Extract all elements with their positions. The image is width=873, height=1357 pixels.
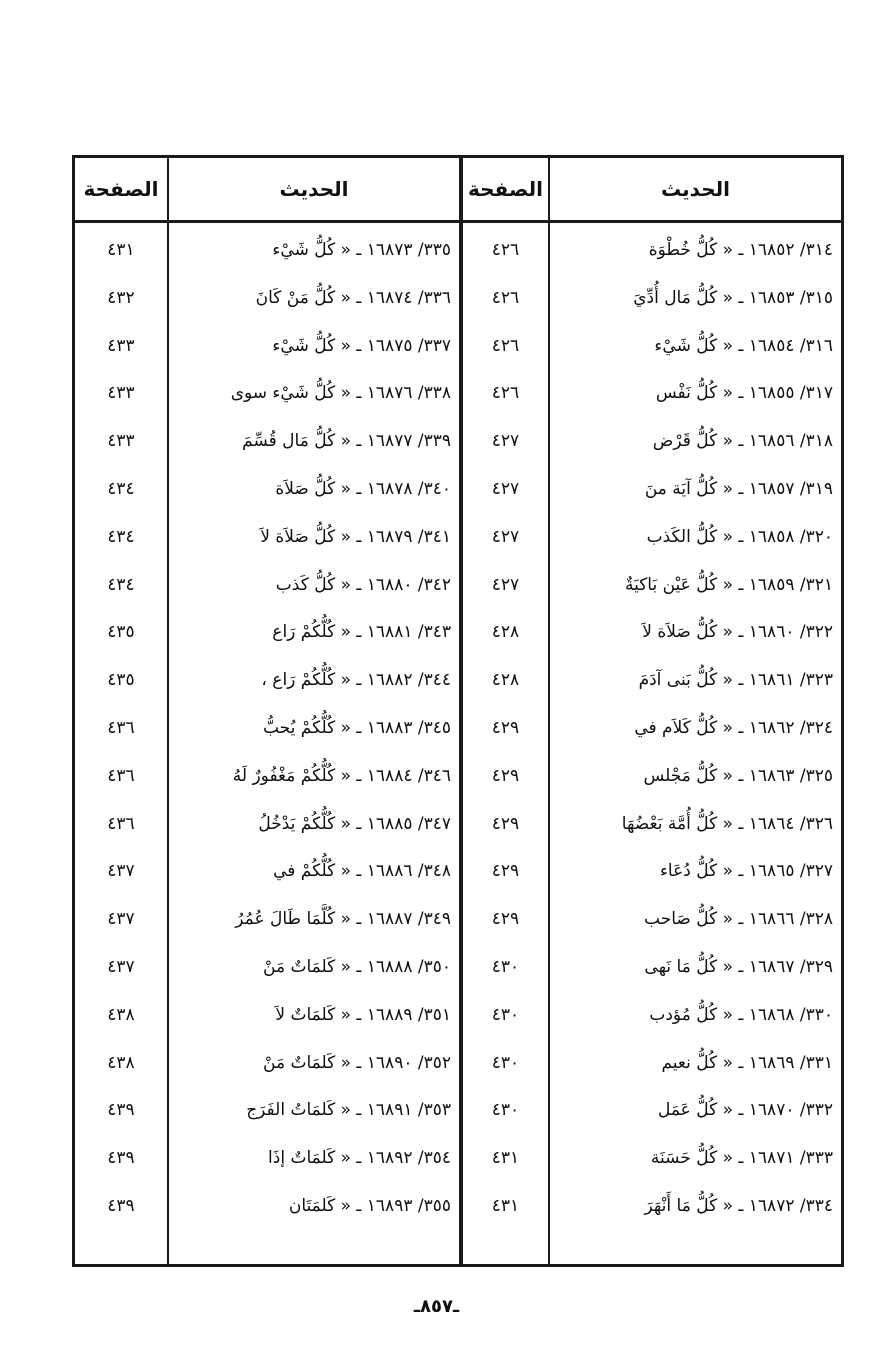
right-page-cell: ٤٢٨ [491,670,520,691]
right-page-cell: ٤٢٧ [491,526,520,547]
left-hadith-cell: ٣٤٥/ ١٦٨٨٣ ـ « كُلُّكُمْ يُحبُّ [262,718,451,738]
left-page-cell: ٤٣٨ [107,1004,135,1025]
left-page-cell: ٤٣٩ [107,1196,135,1216]
right-page-cell: ٤٢٦ [491,335,520,356]
left-hadith-cell: ٣٤١/ ١٦٨٧٩ ـ « كُلُّ صَلاَة لاَ [260,526,451,547]
right-hadith-cell: ٣٣٣/ ١٦٨٧١ ـ « كُلُّ حَسَنَة [650,1148,833,1169]
left-page-cell: ٤٣٣ [107,383,135,404]
left-page-cell: ٤٣٧ [107,909,135,930]
right-hadith-cell: ٣٢٦/ ١٦٨٦٤ ـ « كُلُّ أُمَّة بَعْضُهَا [621,813,833,834]
table-row [75,322,841,370]
right-page-cell: ٤٢٧ [491,574,520,595]
right-hadith-cell: ٣١٩/ ١٦٨٥٧ ـ « كُلُّ آيَة منَ [644,479,833,499]
right-hadith-cell: ٣٢٨/ ١٦٨٦٦ ـ « كُلُّ صَاحب [644,909,833,930]
left-hadith-cell: ٣٣٨/ ١٦٨٧٦ ـ « كُلُّ شَيْء سوى [230,383,451,404]
left-page-cell: ٤٣٤ [107,479,135,499]
left-page-cell: ٤٣٨ [107,1052,135,1073]
table-row [75,513,841,561]
left-page-cell: ٤٣٩ [107,1100,135,1121]
table-row [75,1086,841,1134]
right-page-cell: ٤٣٠ [491,957,520,977]
right-page-cell: ٤٢٦ [491,240,520,260]
left-page-cell: ٤٣٦ [107,813,135,834]
right-hadith-cell: ٣١٦/ ١٦٨٥٤ ـ « كُلُّ شَيْء [654,335,833,356]
table-row [75,1134,841,1182]
left-page-cell: ٤٣٩ [107,1148,135,1169]
left-page-cell: ٤٣٦ [107,718,135,738]
left-hadith-cell: ٣٣٥/ ١٦٨٧٣ ـ « كُلُّ شَيْء [272,240,451,260]
table-row [75,704,841,752]
right-hadith-cell: ٣٢٥/ ١٦٨٦٣ ـ « كُلُّ مَجْلس [643,765,833,786]
left-hadith-cell: ٣٤٢/ ١٦٨٨٠ ـ « كُلُّ كَذب [275,574,451,595]
header-left-hadith: الحديث [279,177,349,201]
table-row [75,417,841,465]
left-page-cell: ٤٣٣ [107,431,135,452]
left-hadith-cell: ٣٥٥/ ١٦٨٩٣ ـ « كَلمَتَان [288,1196,451,1216]
table-row [75,752,841,800]
page-number: ـ٨٥٧ـ [413,1296,460,1317]
table-row [75,226,841,274]
right-page-cell: ٤٣١ [491,1148,520,1169]
table-row [75,465,841,513]
left-page-cell: ٤٣٧ [107,861,135,882]
left-hadith-cell: ٣٣٦/ ١٦٨٧٤ ـ « كُلُّ مَنْ كَانَ [255,287,451,308]
left-hadith-cell: ٣٤٩/ ١٦٨٨٧ ـ « كُلَّمَا طَالَ عُمُرُ [235,909,451,930]
left-page-cell: ٤٣١ [107,240,135,260]
header-right-hadith: الحديث [661,177,731,201]
left-hadith-cell: ٣٥٣/ ١٦٨٩١ ـ « كَلمَاتُ الفَرَج [246,1100,451,1121]
table-row [75,895,841,943]
table-row [75,943,841,991]
right-hadith-cell: ٣٢٢/ ١٦٨٦٠ ـ « كُلُّ صَلاَة لاَ [642,622,833,643]
right-page-cell: ٤٢٧ [491,479,520,499]
left-hadith-cell: ٣٥٤/ ١٦٨٩٢ ـ « كَلمَاتٌ إذَا [268,1148,451,1169]
left-hadith-cell: ٣٤٧/ ١٦٨٨٥ ـ « كُلُّكُمْ يَدْخُلُ [258,813,451,834]
right-hadith-cell: ٣٢٧/ ١٦٨٦٥ ـ « كُلُّ دُعَاء [659,861,833,882]
right-page-cell: ٤٣٠ [491,1100,520,1121]
table-row [75,561,841,609]
left-hadith-cell: ٣٤٦/ ١٦٨٨٤ ـ « كُلُّكُمْ مَغْفُورٌ لَهُ [232,765,451,786]
right-hadith-cell: ٣٣٤/ ١٦٨٧٢ ـ « كُلُّ مَا أَنْهَرَ [644,1196,833,1216]
table-row [75,991,841,1039]
right-hadith-cell: ٣١٧/ ١٦٨٥٥ ـ « كُلُّ نَفْس [655,383,833,404]
index-table [72,155,844,1267]
right-page-cell: ٤٢٨ [491,622,520,643]
right-hadith-cell: ٣٢٩/ ١٦٨٦٧ ـ « كُلُّ مَا نَهى [644,957,833,977]
table-row [75,656,841,704]
table-row [75,1182,841,1230]
right-page-cell: ٤٣١ [491,1196,520,1216]
right-hadith-cell: ٣٢١/ ١٦٨٥٩ ـ « كُلُّ عَيْن بَاكيَةٌ [624,574,833,595]
right-hadith-cell: ٣٣٢/ ١٦٨٧٠ ـ « كُلُّ عَمَل [657,1100,833,1121]
right-hadith-cell: ٣٣١/ ١٦٨٦٩ ـ « كُلُّ نعيم [661,1052,833,1073]
left-hadith-cell: ٣٥٠/ ١٦٨٨٨ ـ « كَلمَاتٌ مَنْ [263,957,451,977]
table-row [75,1039,841,1087]
right-hadith-cell: ٣٣٠/ ١٦٨٦٨ ـ « كُلُّ مُؤدب [649,1004,833,1025]
right-page-cell: ٤٢٩ [491,909,520,930]
table-row [75,369,841,417]
right-page-cell: ٤٢٩ [491,813,520,834]
left-hadith-cell: ٣٤٣/ ١٦٨٨١ ـ « كُلُّكُمْ رَاع [272,622,451,643]
left-hadith-cell: ٣٣٧/ ١٦٨٧٥ ـ « كُلُّ شَيْء [272,335,451,356]
left-page-cell: ٤٣٥ [107,670,135,691]
left-hadith-cell: ٣٥١/ ١٦٨٨٩ ـ « كَلمَاتٌ لاَ [275,1004,451,1025]
table-row [75,800,841,848]
left-page-cell: ٤٣٥ [107,622,135,643]
right-page-cell: ٤٢٩ [491,718,520,738]
table-row [75,608,841,656]
right-page-cell: ٤٣٠ [491,1004,520,1025]
table-row [75,847,841,895]
left-page-cell: ٤٣٤ [107,574,135,595]
right-hadith-cell: ٣١٥/ ١٦٨٥٣ ـ « كُلُّ مَال أُدِّيَ [633,287,833,308]
right-hadith-cell: ٣٢٣/ ١٦٨٦١ ـ « كُلُّ بَنى آدَمَ [638,670,833,691]
right-hadith-cell: ٣٢٤/ ١٦٨٦٢ ـ « كُلُّ كَلاَم في [634,718,833,738]
right-page-cell: ٤٢٦ [491,383,520,404]
right-page-cell: ٤٢٧ [491,431,520,452]
right-page-cell: ٤٣٠ [491,1052,520,1073]
left-page-cell: ٤٣٣ [107,335,135,356]
left-hadith-cell: ٣٤٤/ ١٦٨٨٢ ـ « كُلُّكُمْ رَاع ، [261,670,451,691]
left-hadith-cell: ٣٥٢/ ١٦٨٩٠ ـ « كَلمَاتٌ مَنْ [263,1052,451,1073]
left-page-cell: ٤٣٧ [107,957,135,977]
right-hadith-cell: ٣١٤/ ١٦٨٥٢ ـ « كُلُّ خُطْوَة [648,240,833,260]
right-page-cell: ٤٢٩ [491,861,520,882]
left-page-cell: ٤٣٢ [107,287,135,308]
table-row [75,274,841,322]
header-divider [75,220,841,223]
left-page-cell: ٤٣٦ [107,765,135,786]
left-hadith-cell: ٣٤٨/ ١٦٨٨٦ ـ « كُلُّكُمْ في [273,861,451,882]
right-hadith-cell: ٣٢٠/ ١٦٨٥٨ ـ « كُلُّ الكَذب [646,526,833,547]
right-hadith-cell: ٣١٨/ ١٦٨٥٦ ـ « كُلُّ قَرْض [652,431,833,452]
left-hadith-cell: ٣٤٠/ ١٦٨٧٨ ـ « كُلُّ صَلاَة [275,479,451,499]
header-left-page: الصفحة [83,177,159,201]
left-hadith-cell: ٣٣٩/ ١٦٨٧٧ ـ « كُلُّ مَال قُسِّمَ [242,431,451,452]
header-right-page: الصفحة [468,177,544,201]
right-page-cell: ٤٢٩ [491,765,520,786]
right-page-cell: ٤٢٦ [491,287,520,308]
left-page-cell: ٤٣٤ [107,526,135,547]
